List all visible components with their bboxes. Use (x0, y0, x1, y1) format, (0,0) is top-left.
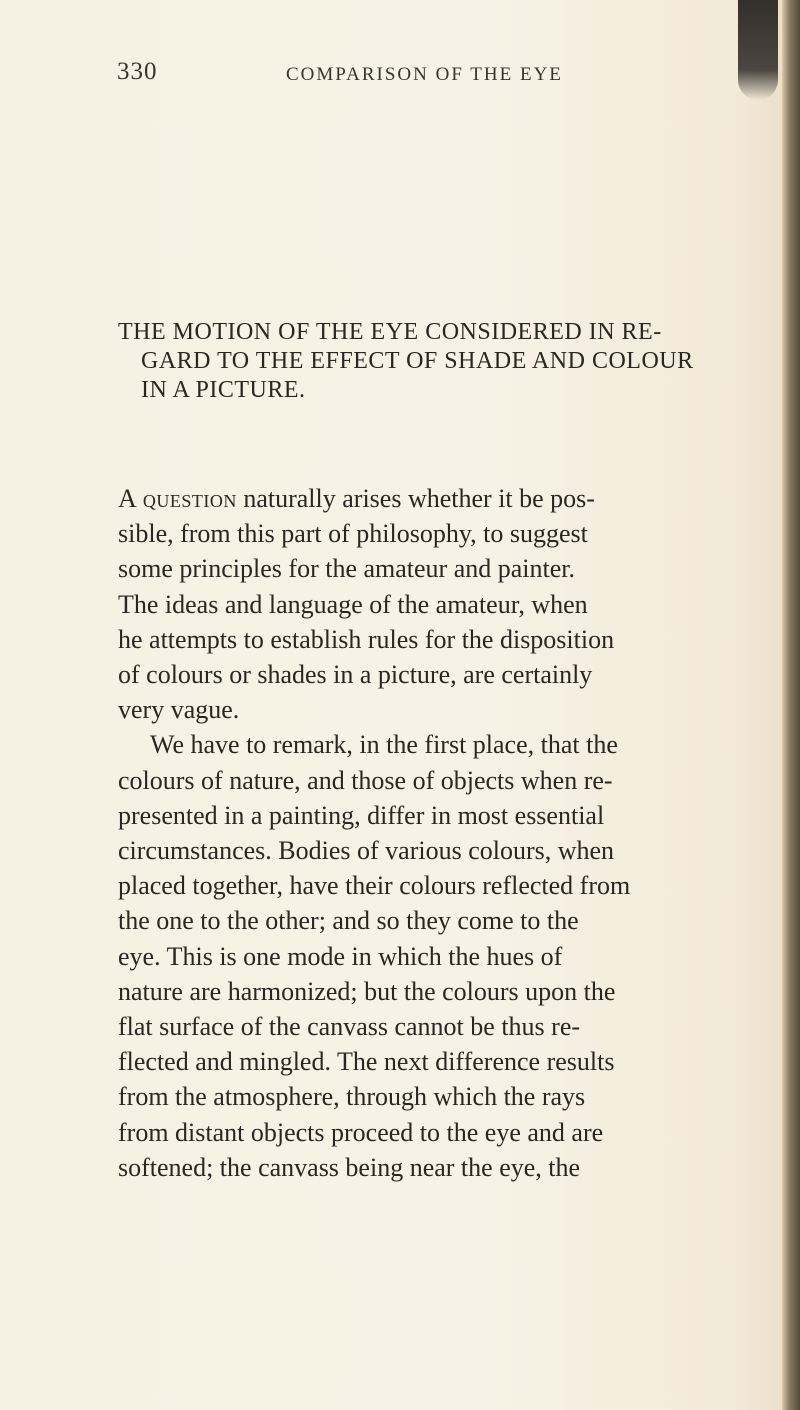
section-title-line: IN A PICTURE. (141, 377, 306, 403)
section-title (118, 318, 758, 405)
text-line (118, 481, 758, 516)
binding-tab (738, 0, 778, 100)
text-line: flected and mingled. The next difference results (118, 1047, 615, 1077)
text-line: of colours or shades in a picture, are certainly (118, 660, 593, 690)
text-line: from distant objects proceed to the eye and are (118, 1117, 604, 1147)
text-line: colours of nature, and those of objects when re- (118, 765, 613, 795)
text-line: flat surface of the canvass cannot be thus re- (118, 1012, 581, 1042)
text-line: sible, from this part of philosophy, to suggest (118, 519, 588, 549)
text-line: from the atmosphere, through which the rays (118, 1082, 586, 1112)
text-line: eye. This is one mode in which the hues of (118, 941, 563, 971)
running-title: COMPARISON OF THE EYE (286, 64, 563, 85)
text-line: presented in a painting, differ in most essential (118, 800, 605, 830)
text-line: he attempts to establish rules for the disposition (118, 624, 615, 654)
text-line: some principles for the amateur and painter. (118, 554, 576, 584)
section-title-line: GARD TO THE EFFECT OF SHADE AND COLOUR (141, 348, 694, 374)
page-number: 330 (117, 58, 158, 85)
text-line: very vague. (118, 695, 240, 725)
text-line: softened; the canvass being near the eye, the (118, 1152, 581, 1182)
text-line: The ideas and language of the amateur, when (118, 589, 588, 619)
text-line: circumstances. Bodies of various colours, when (118, 836, 615, 866)
section-title-line: THE MOTION OF THE EYE CONSIDERED IN RE- (118, 319, 662, 345)
text-line: We have to remark, in the first place, that the (150, 730, 618, 760)
lead-word: A question (118, 484, 237, 513)
text-line: placed together, have their colours reflected from (118, 871, 631, 901)
text-line: the one to the other; and so they come to the (118, 906, 579, 936)
body-text (118, 481, 758, 1185)
text-line-rest: naturally arises whether it be pos- (236, 484, 595, 513)
page-edge-shadow (782, 0, 800, 1410)
text-line: nature are harmonized; but the colours upon the (118, 976, 616, 1006)
